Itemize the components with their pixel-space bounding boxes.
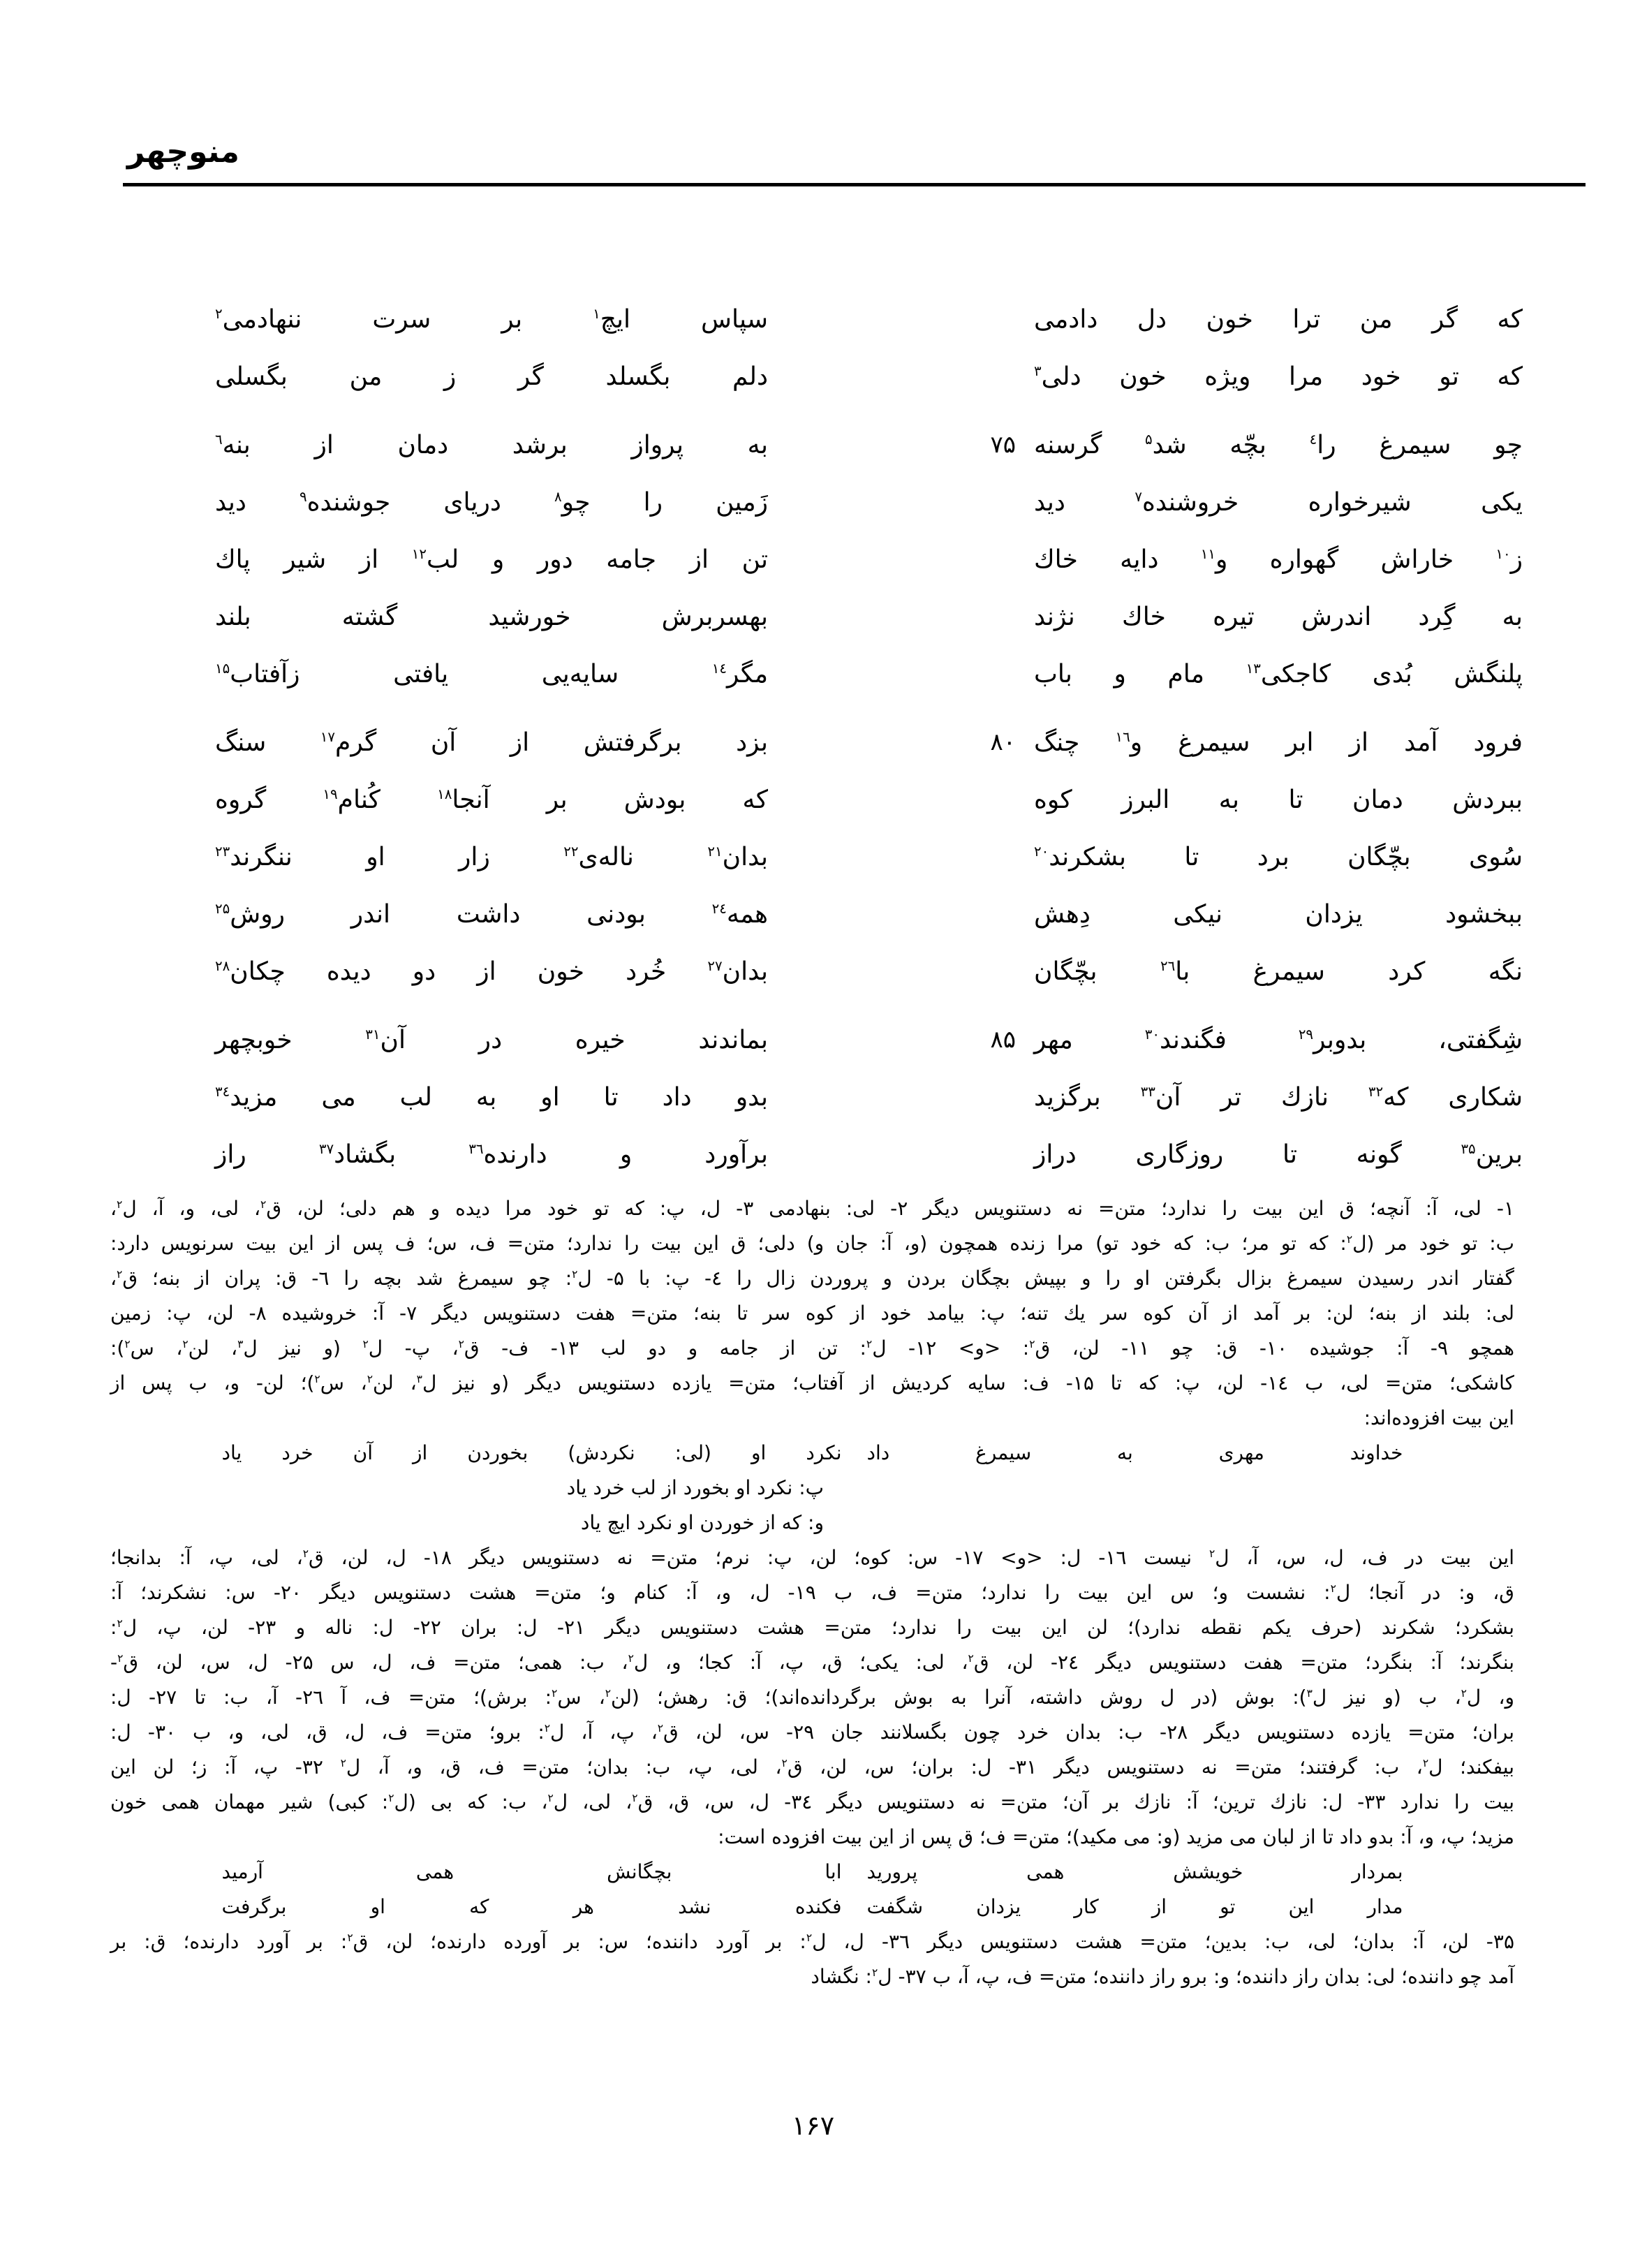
hemistich-left: بزد برگرفتش از آن گرم$^{۱۷}$ سنگ	[215, 728, 768, 757]
hemistich-left: بدان$^{۲۱}$ ناله‌ی$^{۲۲}$ زار او ننگرند$^{۲۳}$	[215, 842, 768, 871]
apparatus-note-line: ب: تو خود مر (ل$^۲$: که تو مر؛ ب: که خود تو) مرا زنده همچون (و، آ: جان و) دلی؛ ق این بیت را ندارد؛ متن= ف، س؛ ف پس از این بیت سرنویس دارد:	[110, 1232, 1515, 1255]
hemistich-right: ببردش دمان تا به البرز کوه	[1034, 785, 1523, 814]
hemistich-right: فرود آمد از ابر سیمرغ و$^{۱٦}$ چنگ	[1034, 728, 1523, 757]
hemistich-right: یکی شیرخواره خروشنده$^۷$ دید	[1034, 487, 1523, 517]
added-verse-right: مدار این تو از کار یزدان شگفت	[866, 1895, 1403, 1918]
verse-number: ۷۵	[990, 431, 1016, 459]
added-verse-right: خداوند مهری به سیمرغ داد	[866, 1441, 1403, 1464]
hemistich-right: سُوی بچّگان برد تا بشکرند$^{۲۰}$	[1034, 842, 1523, 871]
verse-block	[0, 1011, 1626, 1183]
hemistich-left: که بودش بر آنجا$^{۱۸}$ کُنام$^{۱۹}$ گروه	[215, 785, 768, 814]
verse-block	[0, 416, 1626, 702]
apparatus-note-line: بشکرد؛ شکرند (حرف یکم نقطه ندارد)؛ لن این بیت را ندارد؛ متن= هشت دستنویس دیگر ۲۱- ل: بران ۲۲- ل: ناله و ۲۳- لن، پ، ل$^۲$:	[110, 1616, 1515, 1639]
apparatus-note-line: ۳۵- لن، آ: بدان؛ لی، ب: بدین؛ متن= هشت دستنویس دیگر ۳٦- ل، ل$^۲$: بر آورد داننده؛ س: بر آورده دارنده؛ لن، ق$^۲$: بر آورد دارنده؛ ق: بر	[110, 1930, 1514, 1953]
apparatus-added-verse	[110, 1890, 1514, 1924]
hemistich-left: بماندند خیره در آن$^{۳۱}$ خوبچهر	[215, 1025, 768, 1054]
couplet-row	[0, 290, 1626, 348]
couplet-row	[0, 943, 1626, 1000]
hemistich-left: همه$^{۲٤}$ بودنی داشت اندر روش$^{۲۵}$	[215, 899, 768, 929]
apparatus-note-line: لی: بلند از بنه؛ لن: بر آمد از آن کوه سر یك تنه؛ پ: بیامد خود از کوه سر تا بنه؛ متن= هفت دستنویس دیگر ۷- آ: خروشیده ۸- لن، پ: زمین	[110, 1302, 1515, 1325]
verse-block	[0, 714, 1626, 1000]
hemistich-left: بدو داد تا او به لب می مزید$^{۳٤}$	[215, 1082, 768, 1112]
added-verse-left: ابا بچگانش همی آرمید	[221, 1860, 842, 1883]
hemistich-right: ز$^{۱۰}$ خاراش گهواره و$^{۱۱}$ دایه خاك	[1034, 545, 1523, 574]
hemistich-left: سپاس ایچ$^۱$ بر سرت ننهادمی$^۲$	[215, 304, 768, 334]
added-verse-right: بمردار خویشش همی پرورید	[866, 1860, 1403, 1883]
apparatus-note-line: بنگرند؛ آ: بنگرد؛ متن= هفت دستنویس دیگر ۲٤- لن، ق$^۲$، لی: یکی؛ ق، پ، آ: کجا؛ و، ل$^۲$، ب: همی؛ متن= ف، ل، س ۲۵- ل، س، لن، ق$^۲$-	[110, 1651, 1514, 1674]
couplet-row	[0, 588, 1626, 645]
hemistich-right: پلنگش بُدی کاجکی$^{۱۳}$ مام و باب	[1034, 659, 1523, 688]
couplet-row	[0, 1068, 1626, 1126]
hemistich-right: برین$^{۳۵}$ گونه تا روزگاری دراز	[1034, 1140, 1523, 1169]
verse-section	[0, 290, 1626, 1183]
hemistich-left: برآورد و دارنده$^{۳٦}$ بگشاد$^{۳۷}$ راز	[215, 1140, 768, 1169]
added-verse-left: نکرد او (لی: نکردش) بخوردن از آن خرد یاد	[221, 1441, 842, 1464]
couplet-row	[0, 416, 1626, 473]
hemistich-right: به گِرد اندرش تیره خاك نژند	[1034, 602, 1523, 631]
hemistich-right: که تو خود مرا ویژه خون دلی$^۳$	[1034, 362, 1523, 391]
hemistich-left: بدان$^{۲۷}$ خُرد خون از دو دیده چکان$^{۲۸}$	[215, 957, 768, 986]
apparatus-note-line: و، ل$^۲$، ب (و نیز ل$^۳$): بوش (در ل روش داشته، آنرا به بوش برگردانده‌اند)؛ ق: رهش؛ (لن$^۲$، س$^۲$: برش)؛ متن= ف، آ ۲٦- آ، ب: تا ۲۷- ل:	[110, 1686, 1515, 1709]
hemistich-left: بهسربرش خورشید گشته بلند	[215, 602, 768, 631]
hemistich-right: ببخشود یزدان نیکی دِهش	[1034, 899, 1523, 929]
apparatus-added-verse	[110, 1436, 1514, 1471]
page-number: ۱۶۷	[791, 2110, 835, 2141]
apparatus-note-line: بران؛ متن= یازده دستنویس دیگر ۲۸- ب: بدان خرد چون بگسلانند جان ۲۹- س، لن، ق$^۲$، پ، آ، ل$^۲$: برو؛ متن= ف، ل، ق، لی، و، ب ۳۰- ل:	[110, 1721, 1515, 1744]
couplet-row	[0, 885, 1626, 943]
couplet-row	[0, 771, 1626, 828]
couplet-row	[0, 1126, 1626, 1183]
apparatus-note-line: همچو ۹- آ: جوشیده ۱۰- ق: چو ۱۱- لن، ق$^۲$: <و> ۱۲- ل$^۲$: تن از جامه و دو لب ۱۳- ف- ق$^۲$، پ- ل$^۲$ (و نیز ل$^۳$، لن$^۲$، س$^۲$):	[110, 1336, 1515, 1360]
apparatus-note-line: آمد چو داننده؛ لی: بدان راز داننده؛ و: برو راز داننده؛ متن= ف، پ، آ، ب ۳۷- ل$^۲$: نگشاد	[811, 1965, 1514, 1988]
verse-number: ۸۵	[990, 1026, 1016, 1054]
couplet-row	[0, 473, 1626, 531]
hemistich-left: به پرواز برشد دمان از بنه$^٦$	[215, 430, 768, 459]
apparatus-note-line: این بیت افزوده‌اند:	[1363, 1406, 1514, 1429]
couplet-row	[0, 714, 1626, 771]
hemistich-left: زَمین را چو$^۸$ دریای جوشنده$^۹$ دید	[215, 487, 769, 517]
hemistich-left: تن از جامه دور و لب$^{۱۲}$ از شیر پاك	[215, 545, 768, 574]
apparatus-variant-line: و: که از خوردن او نکرد ایچ یاد	[580, 1511, 824, 1534]
apparatus-note-line: گفتار اندر رسیدن سیمرغ بزال بگرفتن او را و بپیش بچگان بردن و پروردن زال را ٤- پ: با ۵- ل$^۲$: چو سیمرغ شد بچه را ٦- ق: پران از بنه؛ ق$^۲$،	[110, 1267, 1515, 1290]
apparatus-note-line: مزید؛ پ، و، آ: بدو داد تا از لبان می مزید (و: می مکید)؛ متن= ف؛ ق پس از این بیت افزوده است:	[718, 1825, 1514, 1848]
running-header: منوچهر	[127, 134, 239, 170]
verse-block	[0, 290, 1626, 405]
hemistich-right: نگه کرد سیمرغ با$^{۲٦}$ بچّگان	[1034, 957, 1523, 986]
apparatus-note-line: کاشکی؛ متن= لی، ب ۱٤- لن، پ: که تا ۱۵- ف: سایه کردیش از آفتاب؛ متن= یازده دستنویس دیگر (و نیز ل$^۳$، لن$^۲$، س$^۲$)؛ لن- و، ب پس از	[110, 1371, 1514, 1394]
hemistich-left: دلم بگسلد گر ز من بگسلی	[215, 362, 768, 391]
hemistich-right: شکاری که$^{۳۲}$ نازك تر آن$^{۳۳}$ برگزید	[1034, 1082, 1523, 1112]
added-verse-left: فکنده نشد هر که او برگرفت	[221, 1895, 842, 1918]
hemistich-right: شِگفتی، بدوبر$^{۲۹}$ فگندند$^{۳۰}$ مهر	[1034, 1025, 1523, 1054]
header-rule	[123, 183, 1586, 186]
hemistich-right: که گر من ترا خون دل دادمی	[1034, 304, 1523, 334]
apparatus-note-line: بیت را ندارد ۳۳- ل: نازك ترین؛ آ: نازك بر آن؛ متن= نه دستنویس دیگر ۳٤- ل، س، ق، ق$^۲$، لی، ل$^۲$، ب: که بی (ل$^۲$: کبی) شیر مهمان همی خون	[110, 1790, 1515, 1813]
verse-number: ۸۰	[990, 728, 1016, 756]
apparatus-note-line: ق، و: در آنجا؛ ل$^۲$: نشست و؛ س این بیت را ندارد؛ متن= ف، ب ۱۹- ل، و، آ: کنام و؛ متن= هشت دستنویس دیگر ۲۰- س: نشکرند؛ آ:	[110, 1581, 1514, 1604]
hemistich-left: مگر$^{۱٤}$ سایه‌یی یافتی زآفتاب$^{۱۵}$	[215, 659, 768, 688]
couplet-row	[0, 348, 1626, 405]
couplet-row	[0, 645, 1626, 702]
apparatus-note-line: بیفکند؛ ل$^۲$، ب: گرفتند؛ متن= نه دستنویس دیگر ۳۱- ل: بران؛ س، لن، ق$^۲$، لی، پ، ب: بدان؛ متن= ف، ق، و، آ، ل$^۲$ ۳۲- پ، آ: ز؛ لن این	[110, 1755, 1514, 1779]
couplet-row	[0, 1011, 1626, 1068]
apparatus-note-line: این بیت در ف، ل، س، آ، ل$^۲$ نیست ۱٦- ل: <و> ۱۷- س: کوه؛ لن، پ: نرم؛ متن= نه دستنویس دیگر ۱۸- ل، لن، ق$^۲$، لی، پ، آ: بدانجا؛	[110, 1546, 1514, 1569]
apparatus-added-verse	[110, 1855, 1514, 1890]
apparatus-variant-line: پ: نکرد او بخورد از لب خرد یاد	[566, 1476, 824, 1499]
apparatus-section	[110, 1191, 1514, 1994]
couplet-row	[0, 531, 1626, 588]
couplet-row	[0, 828, 1626, 885]
hemistich-right: چو سیمرغ را$^٤$ بچّه شد$^۵$ گرسنه	[1034, 430, 1523, 459]
apparatus-note-line: ۱- لی، آ: آنچه؛ ق این بیت را ندارد؛ متن= نه دستنویس دیگر ۲- لی: بنهادمی ۳- ل، پ: که تو خود مرا دیده و هم دلی؛ لن، ق$^۲$، لی، و، آ، ل$^۲$،	[110, 1197, 1515, 1220]
